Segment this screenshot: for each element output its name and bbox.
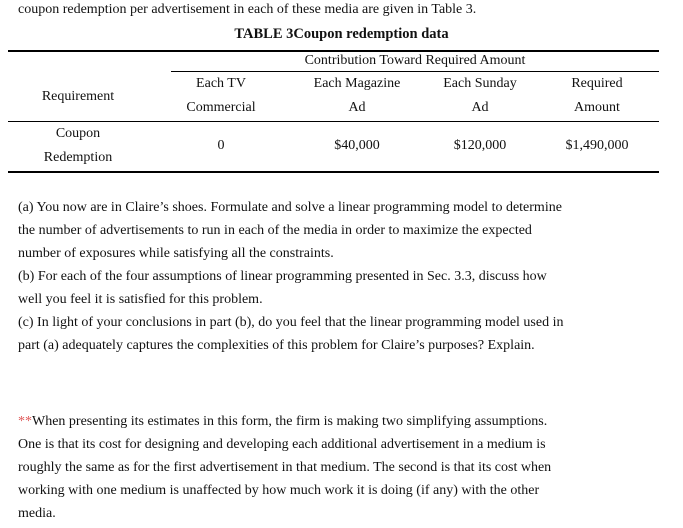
question-a-line: (a) You now are in Claire’s shoes. Formulate and solve a linear programming model to determine (18, 200, 562, 215)
cell-tv: 0 (217, 138, 225, 153)
group-header: Contribution Toward Required Amount (304, 53, 526, 68)
cell-magazine: $40,000 (334, 138, 380, 153)
header-tv-line2: Commercial (186, 100, 256, 115)
footnote (18, 410, 666, 525)
footnote-line: One is that its cost for designing and developing each additional advertisement in a medium is (18, 437, 546, 452)
question-b-line: (b) For each of the four assumptions of linear programming presented in Sec. 3.3, discuss how (18, 269, 547, 284)
question-b-line: well you feel it is satisfied for this problem. (18, 292, 263, 307)
cell-sunday: $120,000 (453, 138, 507, 153)
header-requirement: Requirement (41, 89, 115, 104)
question-a-line: number of exposures while satisfying all the constraints. (18, 246, 334, 261)
row-label-line1: Coupon (55, 126, 101, 141)
question-c (18, 311, 666, 357)
header-magazine-line1: Each Magazine (313, 76, 401, 91)
table-title: TABLE 3Coupon redemption data (234, 26, 449, 42)
header-required-line2: Amount (574, 100, 620, 115)
question-c-line: part (a) adequately captures the complexities of this problem for Claire’s purposes? Explain. (18, 338, 535, 353)
cell-required: $1,490,000 (565, 138, 629, 153)
row-label-line2: Redemption (43, 150, 113, 165)
footnote-line: roughly the same as for the first advertisement in that medium. The second is that its cost when (18, 460, 552, 475)
question-b (18, 265, 666, 311)
header-magazine-line2: Ad (348, 100, 366, 115)
group-header-rule (171, 71, 659, 72)
table-bottom-rule (8, 171, 659, 173)
header-sunday-line2: Ad (471, 100, 489, 115)
table-top-rule (8, 50, 659, 52)
question-a-line: the number of advertisements to run in each of the media in order to maximize the expected (18, 223, 532, 238)
footnote-line: When presenting its estimates in this form, the firm is making two simplifying assumptions. (32, 414, 548, 429)
footnote-line: working with one medium is unaffected by how much work it is doing (if any) with the other (18, 483, 540, 498)
footnote-line: media. (18, 506, 56, 521)
header-sunday-line1: Each Sunday (443, 76, 517, 91)
header-tv-line1: Each TV (196, 76, 246, 91)
intro-text: coupon redemption per advertisement in each of these media are given in Table 3. (18, 2, 477, 17)
question-a (18, 196, 666, 265)
header-bottom-rule (8, 121, 659, 122)
footnote-marker: ** (18, 414, 32, 429)
header-required-line1: Required (571, 76, 623, 91)
question-c-line: (c) In light of your conclusions in part (b), do you feel that the linear programming model used in (18, 315, 564, 330)
